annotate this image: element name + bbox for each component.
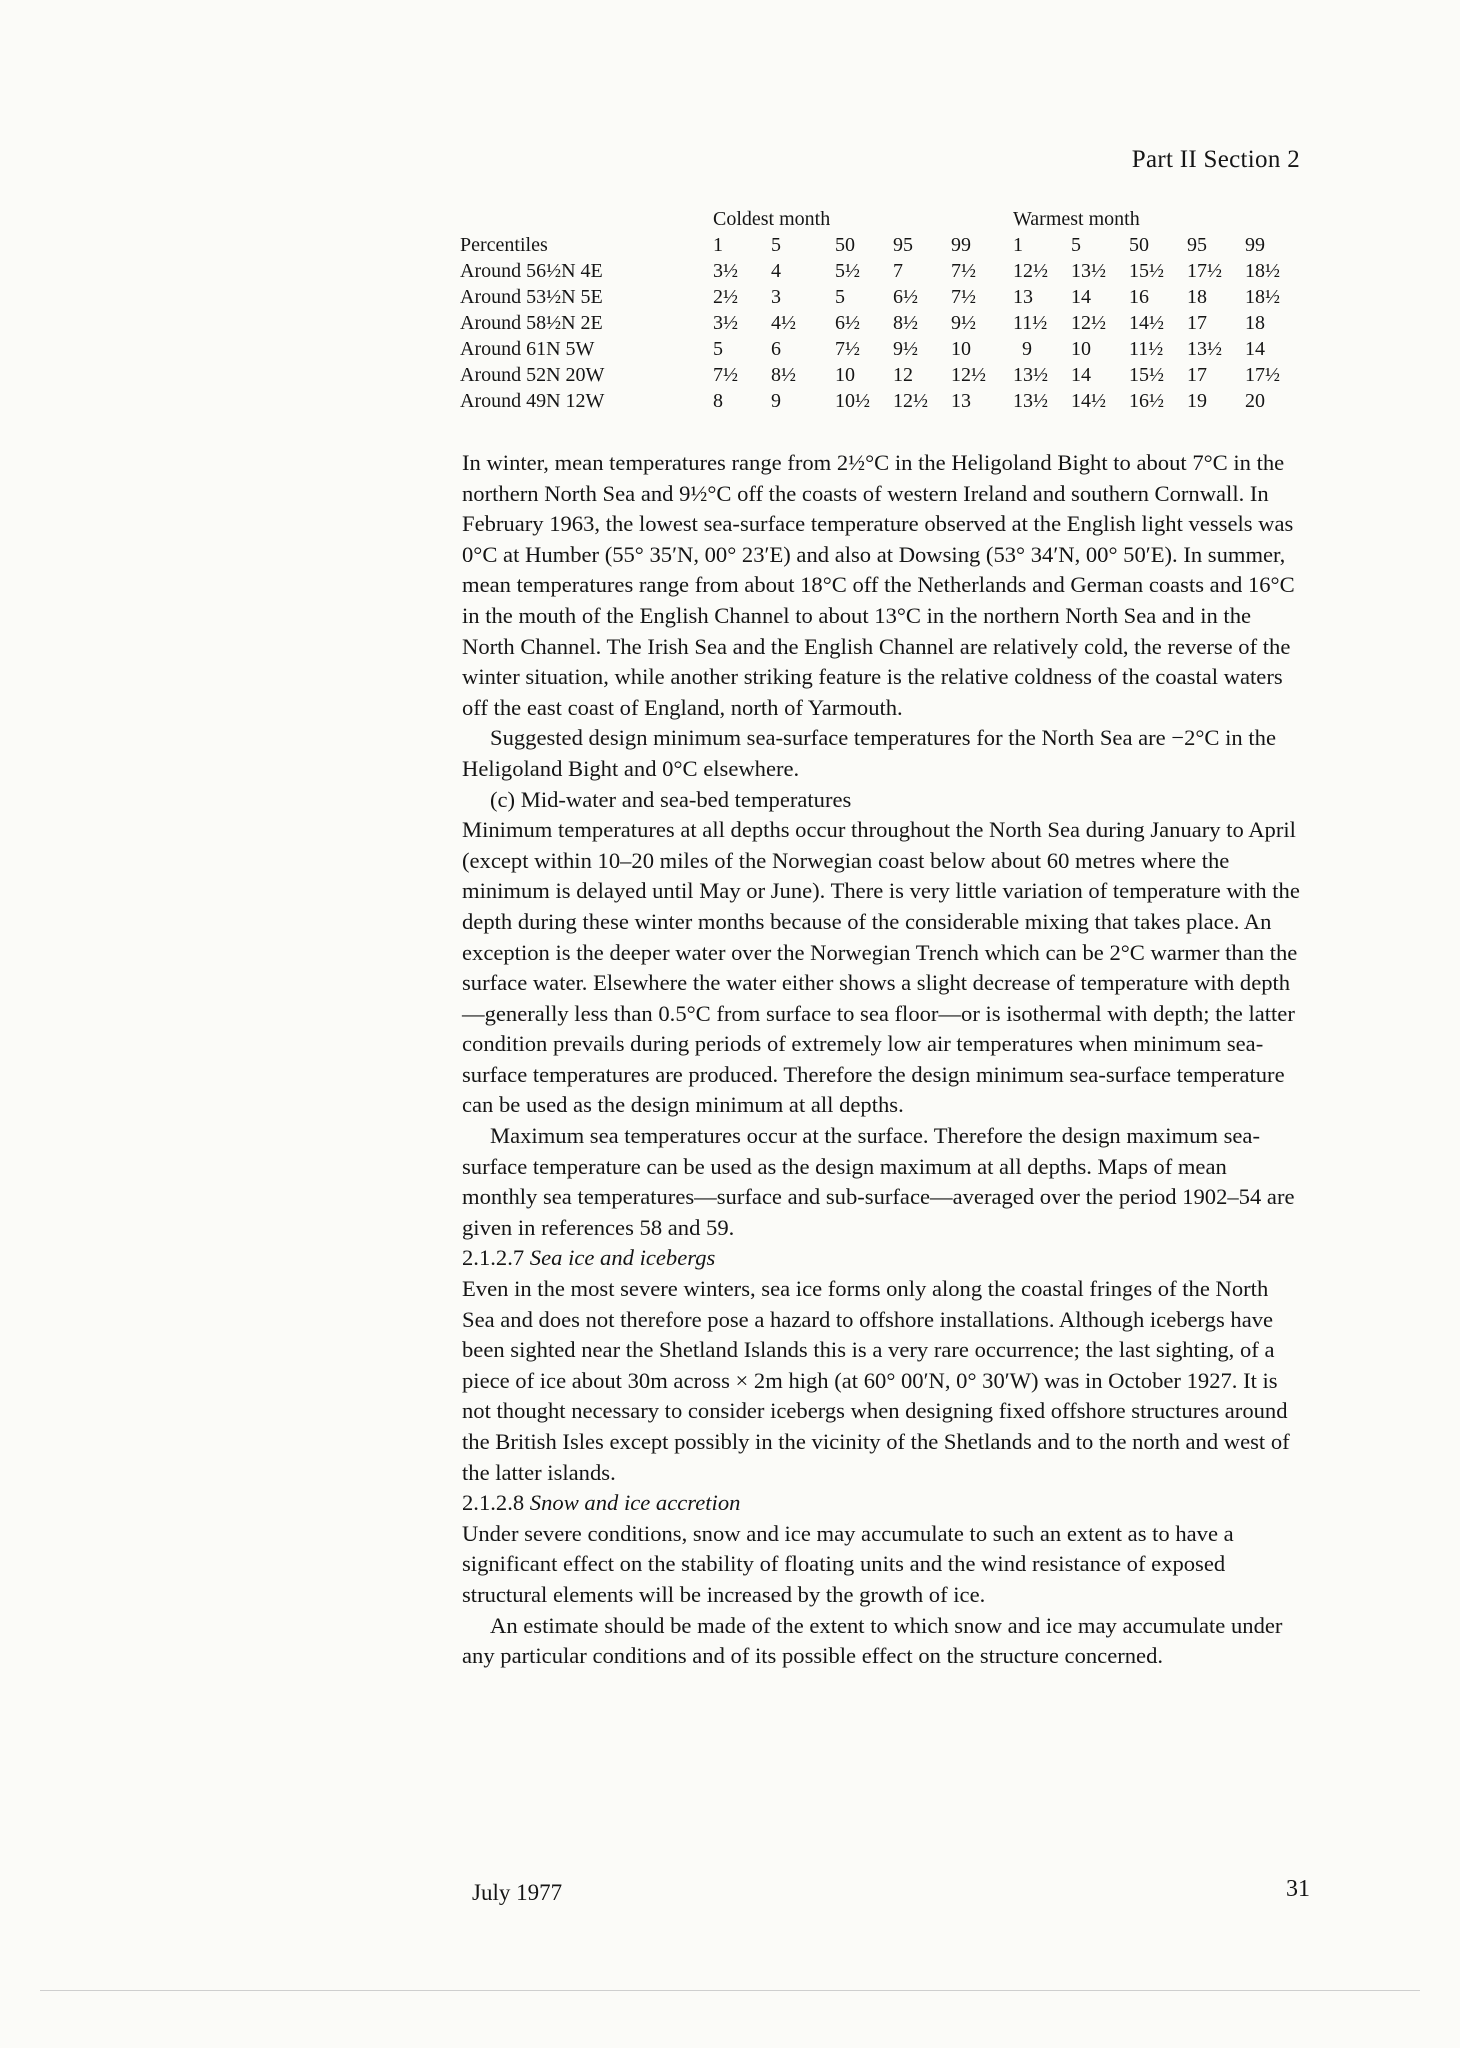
table-row bbox=[460, 362, 1303, 388]
percentile-cell: 5 bbox=[771, 234, 781, 256]
value-cell: 12½ bbox=[893, 390, 928, 412]
percentile-cell: 95 bbox=[1187, 234, 1207, 256]
value-cell: 7½ bbox=[951, 260, 976, 282]
value-cell: 13½ bbox=[1071, 260, 1106, 282]
value-cell: 11½ bbox=[1129, 338, 1164, 360]
value-cell: 14 bbox=[1071, 286, 1091, 308]
value-cell: 18 bbox=[1187, 286, 1207, 308]
value-cell: 3 bbox=[771, 286, 781, 308]
percentile-cell: 95 bbox=[893, 234, 913, 256]
value-cell: 19 bbox=[1187, 390, 1207, 412]
value-cell: 8½ bbox=[893, 312, 918, 334]
value-cell: 5 bbox=[835, 286, 845, 308]
value-cell: 13½ bbox=[1013, 390, 1048, 412]
section-number: 2.1.2.8 bbox=[462, 1490, 525, 1516]
value-cell: 8½ bbox=[771, 364, 796, 386]
value-cell: 12 bbox=[893, 364, 913, 386]
percentile-cell: 5 bbox=[1071, 234, 1081, 256]
value-cell: 13 bbox=[951, 390, 971, 412]
value-cell: 17½ bbox=[1187, 260, 1222, 282]
value-cell: 4 bbox=[771, 260, 781, 282]
value-cell: 4½ bbox=[771, 312, 796, 334]
value-cell: 14½ bbox=[1129, 312, 1164, 334]
value-cell: 12½ bbox=[1071, 312, 1106, 334]
value-cell: 10 bbox=[951, 338, 971, 360]
location-cell: Around 61N 5W bbox=[460, 338, 595, 360]
value-cell: 18½ bbox=[1245, 286, 1280, 308]
table-group-header bbox=[460, 206, 1303, 232]
percentile-cell: 99 bbox=[951, 234, 971, 256]
value-cell: 2½ bbox=[713, 286, 738, 308]
percentile-cell: 99 bbox=[1245, 234, 1265, 256]
value-cell: 6 bbox=[771, 338, 781, 360]
percentile-cell: 50 bbox=[835, 234, 855, 256]
section-number: 2.1.2.7 bbox=[462, 1245, 525, 1271]
value-cell: 6½ bbox=[893, 286, 918, 308]
value-cell: 9½ bbox=[893, 338, 918, 360]
value-cell: 10 bbox=[1071, 338, 1091, 360]
location-cell: Around 52N 20W bbox=[460, 364, 605, 386]
value-cell: 9 bbox=[771, 390, 781, 412]
location-cell: Around 49N 12W bbox=[460, 390, 605, 412]
value-cell: 7 bbox=[893, 260, 903, 282]
table-row bbox=[460, 336, 1303, 362]
value-cell: 8 bbox=[713, 390, 723, 412]
table-row bbox=[460, 310, 1303, 336]
value-cell: 18 bbox=[1245, 312, 1265, 334]
value-cell: 13½ bbox=[1187, 338, 1222, 360]
value-cell: 6½ bbox=[835, 312, 860, 334]
main-text bbox=[462, 448, 1302, 1672]
value-cell: 14 bbox=[1245, 338, 1265, 360]
location-cell: Around 56½N 4E bbox=[460, 260, 603, 282]
value-cell: 15½ bbox=[1129, 260, 1164, 282]
section-heading-sea-ice bbox=[462, 1243, 1302, 1274]
value-cell: 3½ bbox=[713, 312, 738, 334]
value-cell: 10½ bbox=[835, 390, 870, 412]
paragraph-winter-summer: In winter, mean temperatures range from 2½°C in the Heligoland Bight to about 7°C in the northern North Sea and 9½°C off the coasts of western Ireland and southern Cornwall. In February 1963, the lowest sea-surface temperature observed at the English light vessels was 0°C at Humber (55° 35′N, 00° 23′E) and also at Dowsing (53° 34′N, 00° 50′E). In summer, mean temperatures range from about 18°C off the Netherlands and German coasts and 16°C in the mouth of the English Channel to about 13°C in the northern North Sea and in the North Channel. The Irish Sea and the English Channel are relatively cold, the reverse of the winter situation, while another striking feature is the relative coldness of the coastal waters off the east coast of England, north of Yarmouth. bbox=[462, 450, 1295, 720]
percentiles-label: Percentiles bbox=[460, 234, 548, 256]
section-heading-snow-ice bbox=[462, 1488, 1302, 1519]
value-cell: 13 bbox=[1013, 286, 1033, 308]
value-cell: 18½ bbox=[1245, 260, 1280, 282]
warmest-month-label: Warmest month bbox=[1013, 208, 1140, 230]
value-cell: 5½ bbox=[835, 260, 860, 282]
paragraph-minimum-depths: Minimum temperatures at all depths occur throughout the North Sea during January to April (except within 10–20 miles of the Norwegian coast below about 60 metres where the minimum is delayed until May or June). There is very little variation of temperature with the depth during these winter months because of the considerable mixing that takes place. An exception is the deeper water over the Norwegian Trench which can be 2°C warmer than the surface water. Elsewhere the water either shows a slight decrease of temperature with depth—generally less than 0.5°C from surface to sea floor—or is isothermal with depth; the latter condition prevails during periods of extremely low air temperatures when minimum sea-surface temperatures are produced. Therefore the design minimum sea-surface temperature can be used as the design minimum at all depths. bbox=[462, 817, 1300, 1118]
value-cell: 7½ bbox=[713, 364, 738, 386]
table-row bbox=[460, 258, 1303, 284]
section-header: Part II Section 2 bbox=[1131, 146, 1300, 173]
paragraph-snow-ice: Under severe conditions, snow and ice may accumulate to such an extent as to have a significant effect on the stability of floating units and the wind resistance of exposed structural elements will be increased by the growth of ice. bbox=[462, 1520, 1234, 1607]
value-cell: 3½ bbox=[713, 260, 738, 282]
value-cell: 10 bbox=[835, 364, 855, 386]
value-cell: 17½ bbox=[1245, 364, 1280, 386]
value-cell: 15½ bbox=[1129, 364, 1164, 386]
scan-edge-line bbox=[40, 1990, 1420, 1991]
paragraph-maximum-temperatures: Maximum sea temperatures occur at the surface. Therefore the design maximum sea-surface temperature can be used as the design maximum at all depths. Maps of mean monthly sea temperatures—surface and sub-surface—averaged over the period 1902–54 are given in references 58 and 59. bbox=[462, 1123, 1295, 1240]
value-cell: 14 bbox=[1071, 364, 1091, 386]
percentile-header-row bbox=[460, 232, 1303, 258]
page-number: 31 bbox=[1286, 1876, 1310, 1902]
location-cell: Around 53½N 5E bbox=[460, 286, 603, 308]
value-cell: 17 bbox=[1187, 364, 1207, 386]
value-cell: 13½ bbox=[1013, 364, 1048, 386]
table-row bbox=[460, 388, 1303, 414]
paragraph-estimate: An estimate should be made of the extent to which snow and ice may accumulate under any particular conditions and of its possible effect on the structure concerned. bbox=[462, 1612, 1283, 1669]
table-row bbox=[460, 284, 1303, 310]
footer-date: July 1977 bbox=[472, 1880, 563, 1905]
value-cell: 5 bbox=[713, 338, 723, 360]
sea-temperature-table bbox=[460, 206, 1303, 414]
value-cell: 16 bbox=[1129, 286, 1149, 308]
value-cell: 17 bbox=[1187, 312, 1207, 334]
value-cell: 9½ bbox=[951, 312, 976, 334]
value-cell: 12½ bbox=[951, 364, 986, 386]
value-cell: 9 bbox=[1022, 338, 1032, 360]
value-cell: 7½ bbox=[951, 286, 976, 308]
value-cell: 20 bbox=[1245, 390, 1265, 412]
value-cell: 12½ bbox=[1013, 260, 1048, 282]
percentile-cell: 1 bbox=[713, 234, 723, 256]
coldest-month-label: Coldest month bbox=[713, 208, 831, 230]
location-cell: Around 58½N 2E bbox=[460, 312, 603, 334]
subheading-mid-water: (c) Mid-water and sea-bed temperatures bbox=[490, 786, 852, 812]
section-title: Snow and ice accretion bbox=[529, 1490, 741, 1516]
paragraph-design-minimum: Suggested design minimum sea-surface temperatures for the North Sea are −2°C in the Heligoland Bight and 0°C elsewhere. bbox=[462, 725, 1276, 781]
percentile-cell: 50 bbox=[1129, 234, 1149, 256]
value-cell: 7½ bbox=[835, 338, 860, 360]
section-title: Sea ice and icebergs bbox=[529, 1245, 716, 1271]
value-cell: 11½ bbox=[1013, 312, 1048, 334]
value-cell: 14½ bbox=[1071, 390, 1106, 412]
value-cell: 16½ bbox=[1129, 390, 1164, 412]
paragraph-sea-ice: Even in the most severe winters, sea ice forms only along the coastal fringes of the North Sea and does not therefore pose a hazard to offshore installations. Although icebergs have been sighted near the Shetland Islands this is a very rare occurrence; the last sighting, of a piece of ice about 30m across × 2m high (at 60° 00′N, 0° 30′W) was in October 1927. It is not thought necessary to consider icebergs when designing fixed offshore structures around the British Isles except possibly in the vicinity of the Shetlands and to the north and west of the latter islands. bbox=[462, 1276, 1290, 1485]
percentile-cell: 1 bbox=[1013, 234, 1023, 256]
